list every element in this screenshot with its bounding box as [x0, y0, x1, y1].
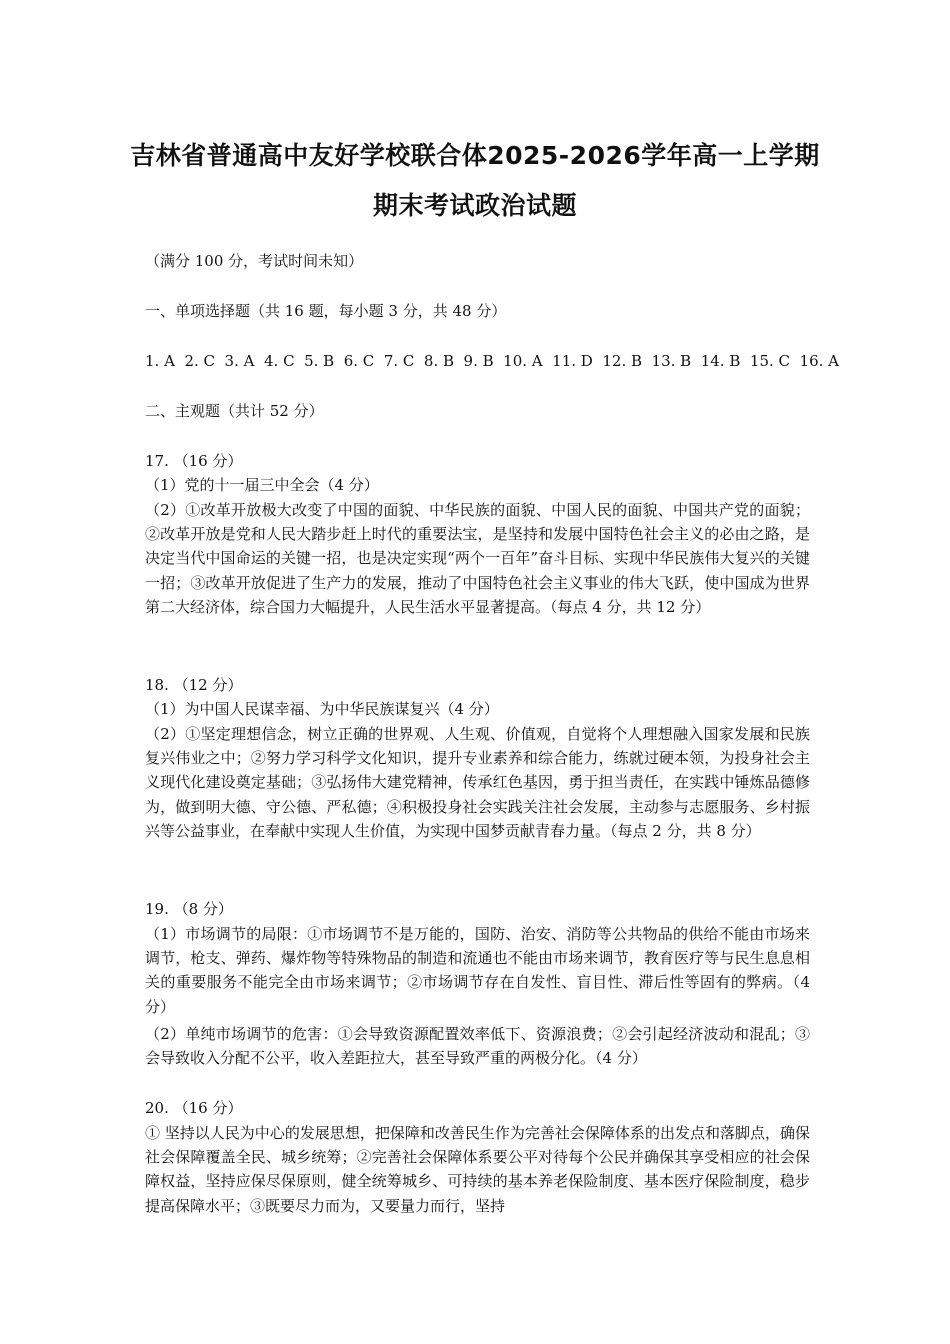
q19-part2: （2）单纯市场调节的危害：①会导致资源配置效率低下、资源浪费；②会引起经济波动和混乱；③会导致收入分配不公平，收入差距拉大，甚至导致严重的两极分化。（4 分） [145, 1025, 810, 1068]
document-title-line1: 吉林省普通高中友好学校联合体2025-2026学年高一上学期 [130, 141, 820, 170]
q19-heading: 19. （8 分） [145, 900, 233, 918]
section-heading-choice: 一、单项选择题（共 16 题，每小题 3 分，共 48 分） [145, 302, 507, 320]
document-title-line2: 期末考试政治试题 [372, 191, 577, 220]
section-heading-subjective: 二、主观题（共计 52 分） [145, 402, 324, 420]
q19-part1: （1）市场调节的局限：①市场调节不是万能的，国防、治安、消防等公共物品的供给不能由市场来调节，枪支、弹药、爆炸物等特殊物品的制造和流通也不能由市场来调节，教育医疗等与民生息息相关的重要服务不能完全由市场来调节；②市场调节存在自发性、盲目性、滞后性等固有的弊病。（4 分） [145, 925, 810, 1016]
q18-heading: 18. （12 分） [145, 676, 243, 694]
q20-part1: ① 坚持以人民为中心的发展思想，把保障和改善民生作为完善社会保障体系的出发点和落脚点，确保社会保障覆盖全民、城乡统筹；②完善社会保障体系要公平对待每个公民并确保其享受相应的社会保障权益，坚持应保尽保原则，健全统筹城乡、可持续的基本养老保险制度、基本医疗保险制度，稳步提高保障水平；③既要尽力而为，又要量力而行，坚持 [145, 1124, 810, 1215]
q20-heading: 20. （16 分） [145, 1099, 243, 1117]
q17-heading: 17. （16 分） [145, 452, 243, 470]
q18-part1: （1）为中国人民谋幸福、为中华民族谋复兴（4 分） [145, 700, 499, 718]
answer-key: 1. A 2. C 3. A 4. C 5. B 6. C 7. C 8. B 9. B 10. A 11. D 12. B 13. B 14. B 15. C 16. A [145, 352, 839, 370]
q18-part2: （2）①坚定理想信念，树立正确的世界观、人生观、价值观，自觉将个人理想融入国家发展和民族复兴伟业之中；②努力学习科学文化知识，提升专业素养和综合能力，练就过硬本领，为投身社会主义现代化建设奠定基础；③弘扬伟大建党精神，传承红色基因，勇于担当责任，在实践中锤炼品德修为，做到明大德、守公德、严私德；④积极投身社会实践关注社会发展，主动参与志愿服务、乡村振兴等公益事业，在奉献中实现人生价值，为实现中国梦贡献青春力量。（每点 2 分，共 8 分） [145, 725, 810, 840]
exam-meta: （满分 100 分，考试时间未知） [145, 252, 364, 270]
q17-part2: （2）①改革开放极大改变了中国的面貌、中华民族的面貌、中国人民的面貌、中国共产党的面貌；②改革开放是党和人民大踏步赶上时代的重要法宝，是坚持和发展中国特色社会主义的必由之路，是决定当代中国命运的关键一招，也是决定实现“两个一百年”奋斗目标、实现中华民族伟大复兴的关键一招；③改革开放促进了生产力的发展，推动了中国特色社会主义事业的伟大飞跃，使中国成为世界第二大经济体，综合国力大幅提升，人民生活水平显著提高。（每点 4 分，共 12 分） [145, 501, 810, 616]
q17-part1: （1）党的十一届三中全会（4 分） [145, 476, 379, 494]
